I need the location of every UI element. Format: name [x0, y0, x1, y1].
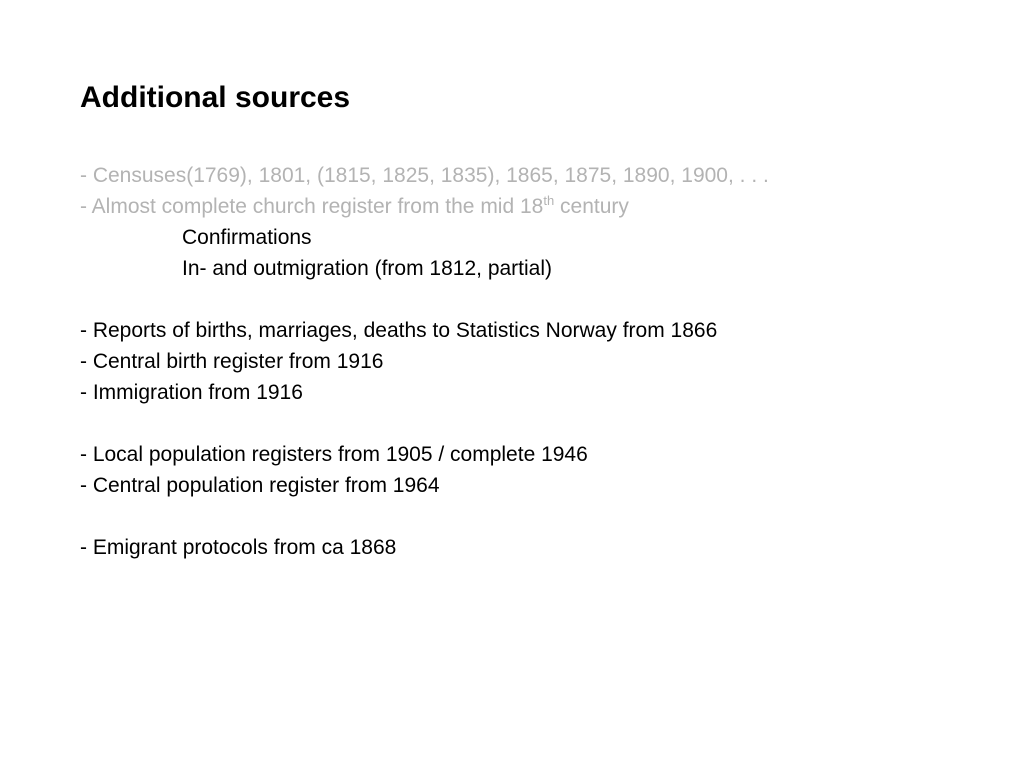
immigration-line: - Immigration from 1916 — [80, 381, 303, 404]
central-birth-line: - Central birth register from 1916 — [80, 350, 384, 373]
spacer — [80, 284, 769, 315]
local-population-line: - Local population registers from 1905 / complete 1946 — [80, 443, 588, 466]
slide-title: Additional sources — [80, 81, 351, 114]
source-list — [80, 160, 769, 563]
emigrant-protocols-line: - Emigrant protocols from ca 1868 — [80, 536, 397, 559]
church-register-text: - Almost complete church register from the mid 18 — [80, 195, 544, 218]
church-register-superscript: th — [543, 193, 555, 208]
spacer — [80, 501, 769, 532]
migration-line: In- and outmigration (from 1812, partial) — [182, 257, 553, 280]
spacer — [80, 408, 769, 439]
central-population-line: - Central population register from 1964 — [80, 474, 440, 497]
church-register-line — [80, 191, 769, 222]
censuses-line: - Censuses(1769), 1801, (1815, 1825, 1835), 1865, 1875, 1890, 1900, . . . — [80, 164, 769, 187]
church-register-suffix: century — [554, 195, 629, 218]
confirmations-line: Confirmations — [182, 226, 312, 249]
reports-line: - Reports of births, marriages, deaths to Statistics Norway from 1866 — [80, 319, 718, 342]
